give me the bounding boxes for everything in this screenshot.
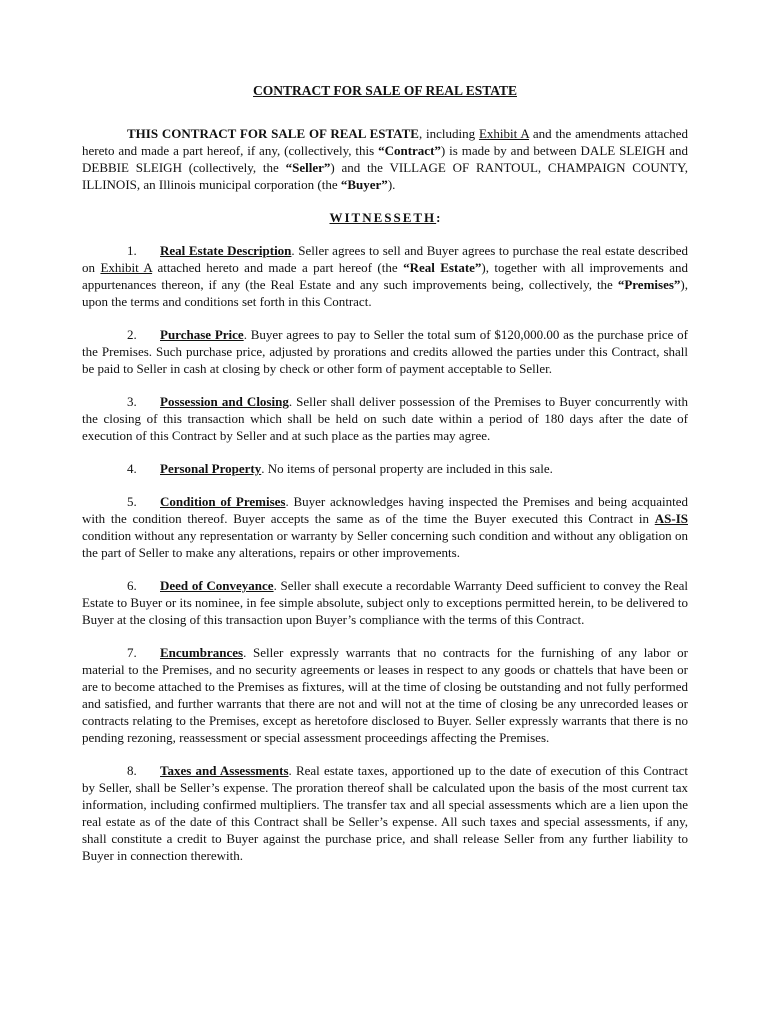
section-7-heading: Encumbrances bbox=[160, 645, 244, 660]
section-1-exhibit-ref: Exhibit A bbox=[100, 260, 153, 275]
section-4-text: . No items of personal property are included in this sale. bbox=[261, 461, 553, 476]
as-is-term: AS-IS bbox=[654, 511, 688, 526]
section-2-heading: Purchase Price bbox=[160, 327, 244, 342]
section-8-text: . Real estate taxes, apportioned up to the date of execution of this Contract by Seller, shall be Seller’s expense. The proration thereof shall be calculated upon the basis of the most current tax information, including confirmed multipliers. The transfer tax and all special assessments which are a lien upon the real estate as of the date of this Contract shall be Seller’s expense. All such taxes and special assessments, if any, shall constitute a credit to Buyer against the purchase price, and shall release Seller from any further liability to Buyer in connection therewith. bbox=[82, 763, 688, 863]
section-6-text: . Seller shall execute a recordable Warranty Deed sufficient to convey the Real Estate to Buyer or its nominee, in fee simple absolute, subject only to exceptions permitted herein, to be delivered to Buyer at the closing of this transaction upon Buyer’s compliance with the terms of this Contract. bbox=[82, 578, 688, 627]
section-7-number: 7. bbox=[127, 645, 137, 660]
section-1-text-2: attached hereto and made a part hereof (the bbox=[152, 260, 404, 275]
section-6-number: 6. bbox=[127, 578, 137, 593]
buyer-defined-term: “Buyer” bbox=[340, 177, 388, 192]
section-6-heading: Deed of Conveyance bbox=[160, 578, 274, 593]
section-8-paragraph bbox=[82, 762, 688, 864]
intro-text-1: , including bbox=[418, 126, 479, 141]
section-5-paragraph bbox=[82, 493, 688, 561]
section-8-heading: Taxes and Assessments bbox=[160, 763, 289, 778]
section-5-heading: Condition of Premises bbox=[160, 494, 286, 509]
section-1-number: 1. bbox=[127, 243, 137, 258]
section-2-text: . Buyer agrees to pay to Seller the total sum of $120,000.00 as the purchase price of the Premises. Such purchase price, adjusted by prorations and credits allowed the parties under this Contract, shall be paid to Seller in cash at closing by check or other form of payment acceptable to Seller. bbox=[82, 327, 688, 376]
section-1-paragraph bbox=[82, 242, 688, 310]
section-1-text-3: ), together with all improvements and appurtenances thereon, if any (the Real Estate and any such improvements being, collectively, the bbox=[82, 260, 688, 292]
section-5-text-1: . Buyer acknowledges having inspected the Premises and being acquainted with the condition thereof. Buyer accepts the same as of the time the Buyer executed this Contract in bbox=[82, 494, 688, 526]
real-estate-defined-term: “Real Estate” bbox=[403, 260, 482, 275]
section-4-paragraph bbox=[82, 460, 688, 477]
section-2-number: 2. bbox=[127, 327, 137, 342]
section-3-heading: Possession and Closing bbox=[160, 394, 289, 409]
intro-text-3: ) is made by and between DALE SLEIGH and DEBBIE SLEIGH (collectively, the bbox=[82, 143, 688, 175]
document-title: CONTRACT FOR SALE OF REAL ESTATE bbox=[253, 83, 517, 98]
section-6-paragraph bbox=[82, 577, 688, 628]
section-4-heading: Personal Property bbox=[160, 461, 262, 476]
section-1-text-4: ), upon the terms and conditions set forth in this Contract. bbox=[82, 277, 688, 309]
section-7-text: . Seller expressly warrants that no contracts for the furnishing of any labor or material to the Premises, and no security agreements or leases in respect to any goods or chattels that have been or are to become attached to the Premises as fixtures, will at the time of closing be outstanding and not fully performed and satisfied, and further warrants that there are not and will not at the time of closing be any unrecorded leases or contracts relating to the Premises, except as heretofore disclosed to Buyer. Seller expressly warrants that there is no pending rezoning, reassessment or special assessment proceedings affecting the Premises. bbox=[82, 645, 688, 745]
section-5-text-2: condition without any representation or warranty by Seller concerning such condition and without any obligation on the part of Seller to make any alterations, repairs or other improvements. bbox=[82, 528, 688, 560]
section-4-number: 4. bbox=[127, 461, 137, 476]
witnesseth-label: WITNESSETH bbox=[329, 210, 437, 225]
section-1-heading: Real Estate Description bbox=[160, 243, 292, 258]
seller-defined-term: “Seller” bbox=[285, 160, 331, 175]
intro-text-4: ) and the VILLAGE OF RANTOUL, CHAMPAIGN COUNTY, ILLINOIS, an Illinois municipal corporation (the bbox=[82, 160, 688, 192]
section-8-number: 8. bbox=[127, 763, 137, 778]
premises-defined-term: “Premises” bbox=[617, 277, 681, 292]
intro-text-5: ). bbox=[387, 177, 396, 192]
section-3-paragraph bbox=[82, 393, 688, 444]
contract-defined-term: “Contract” bbox=[378, 143, 441, 158]
section-7-paragraph bbox=[82, 644, 688, 746]
intro-paragraph bbox=[82, 125, 688, 193]
intro-lead: THIS CONTRACT FOR SALE OF REAL ESTATE bbox=[127, 126, 419, 141]
intro-exhibit-ref: Exhibit A bbox=[478, 126, 530, 141]
witnesseth-heading bbox=[82, 209, 688, 226]
section-1-text-1: . Seller agrees to sell and Buyer agrees to purchase the real estate described on bbox=[82, 243, 688, 275]
section-3-text: . Seller shall deliver possession of the Premises to Buyer concurrently with the closing of this transaction which shall be held on such date within a period of 180 days after the date of execution of this Contract by Seller and at such place as the parties may agree. bbox=[82, 394, 688, 443]
intro-text-2: and the amendments attached hereto and made a part hereof, if any, (collectively, this bbox=[82, 126, 688, 158]
witnesseth-colon: : bbox=[436, 210, 441, 225]
section-2-paragraph bbox=[82, 326, 688, 377]
section-5-number: 5. bbox=[127, 494, 137, 509]
section-3-number: 3. bbox=[127, 394, 137, 409]
